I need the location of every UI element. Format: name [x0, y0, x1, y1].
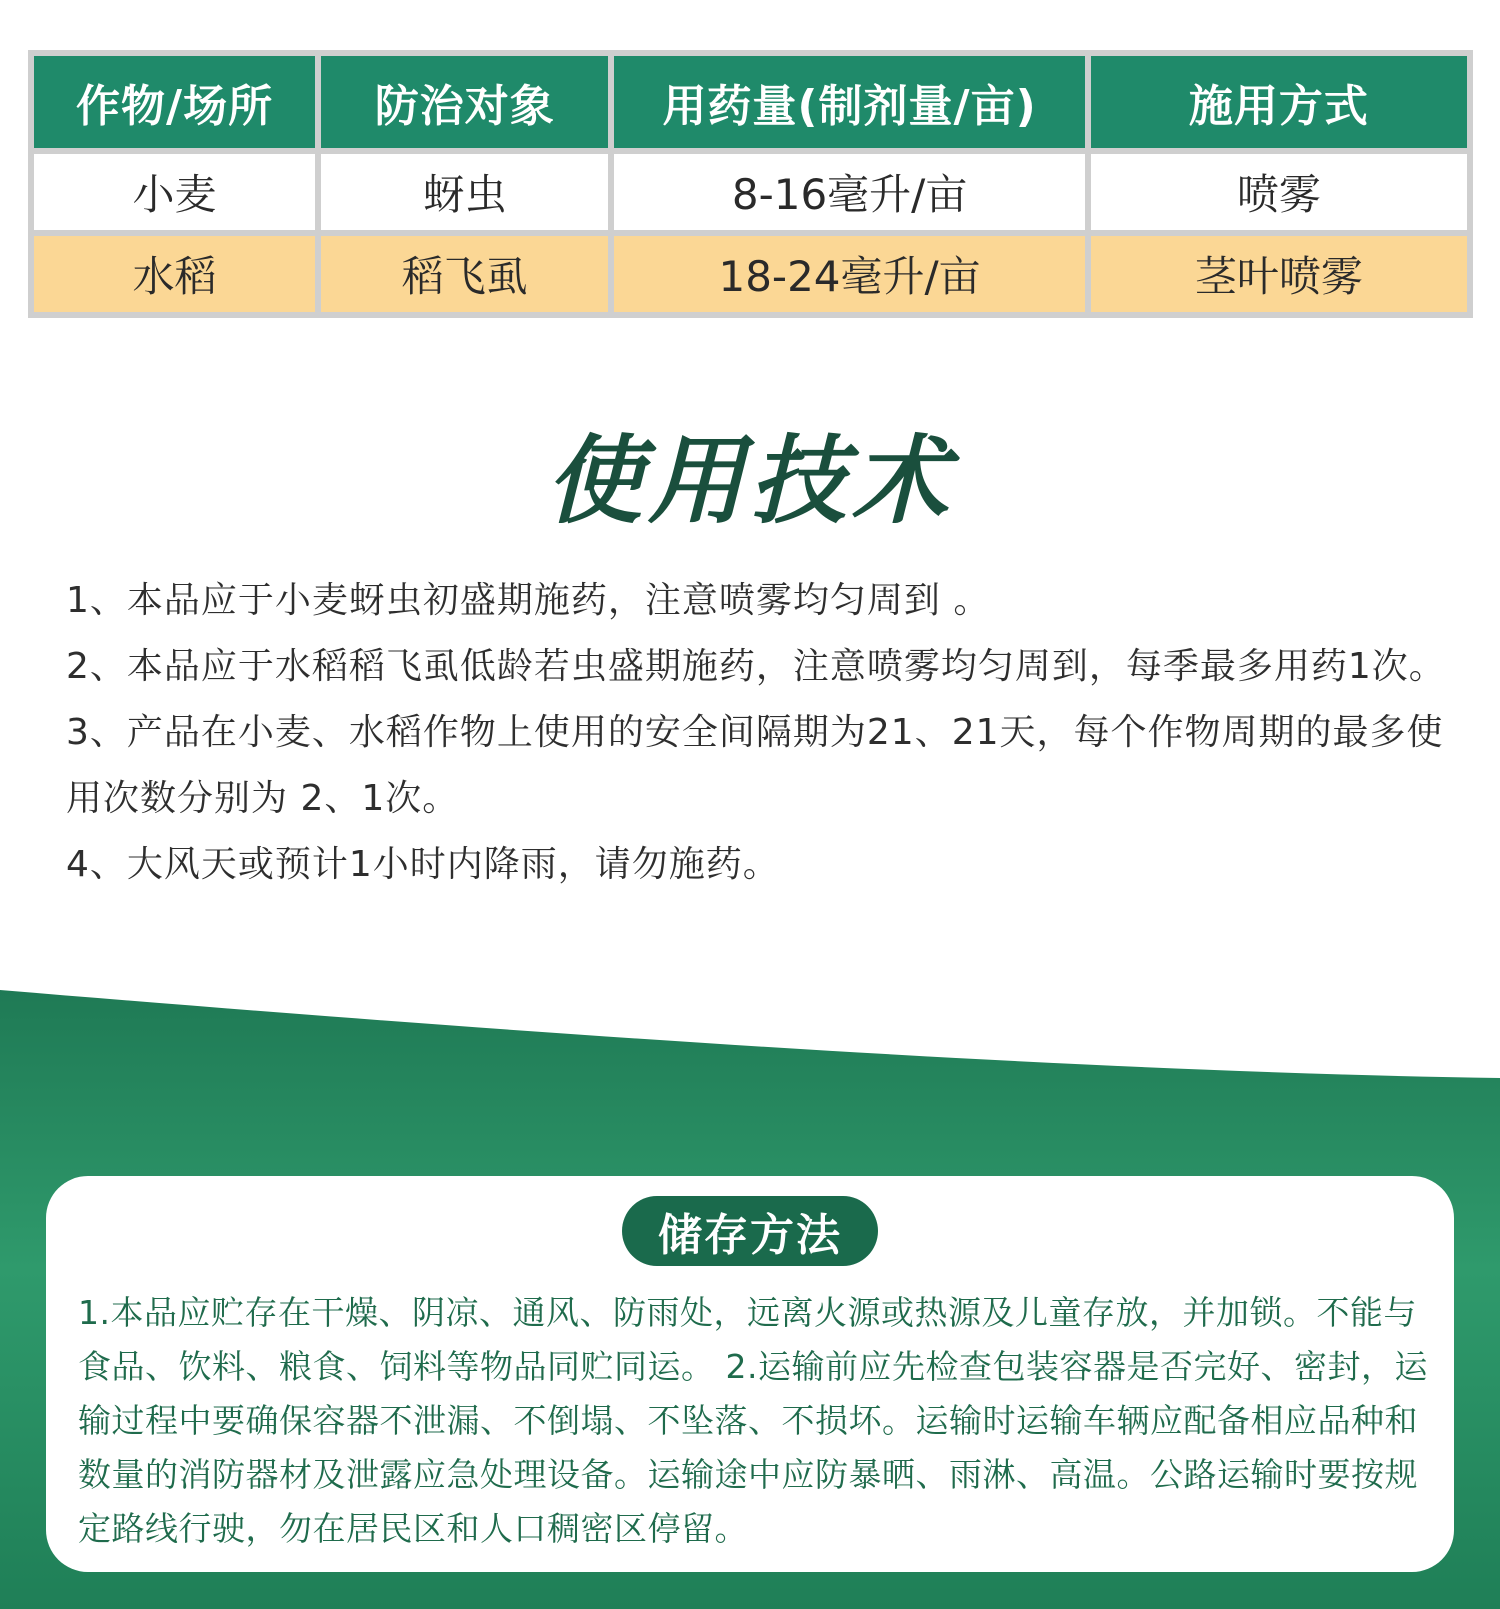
- header-dosage: 用药量(制剂量/亩): [614, 56, 1084, 148]
- table-row: [34, 154, 1467, 230]
- cell-crop: 小麦: [34, 154, 315, 230]
- header-crop: 作物/场所: [34, 56, 315, 148]
- usage-item: 1、本品应于小麦蚜虫初盛期施药，注意喷雾均匀周到 。: [66, 580, 991, 621]
- usage-item: 2、本品应于水稻稻飞虱低龄若虫盛期施药，注意喷雾均匀周到，每季最多用药1次。: [66, 646, 1446, 687]
- cell-method: 茎叶喷雾: [1091, 236, 1467, 312]
- header-target: 防治对象: [321, 56, 608, 148]
- cell-dosage: 18-24毫升/亩: [614, 236, 1084, 312]
- cell-crop: 水稻: [34, 236, 315, 312]
- usage-heading: 使用技术: [546, 425, 954, 537]
- table-row: [34, 236, 1467, 312]
- usage-list: [66, 568, 1446, 898]
- storage-text: 1.本品应贮存在干燥、阴凉、通风、防雨处，远离火源或热源及儿童存放，并加锁。不能与食品、饮料、粮食、饲料等物品同贮同运。 2.运输前应先检查包装容器是否完好、密封，运输过程中要确保容器不泄漏、不倒塌、不坠落、不损坏。运输时运输车辆应配备相应品种和数量的消防器材及泄露应急处理设备。运输途中应防暴晒、雨淋、高温。公路运输时要按规定路线行驶，勿在居民区和人口稠密区停留。: [78, 1293, 1428, 1548]
- cell-method: 喷雾: [1091, 154, 1467, 230]
- storage-heading: 储存方法: [622, 1196, 878, 1266]
- dosage-table: [28, 50, 1473, 318]
- storage-text-block: [78, 1286, 1428, 1556]
- band-curve-decoration: [0, 980, 1500, 1100]
- cell-dosage: 8-16毫升/亩: [614, 154, 1084, 230]
- header-method: 施用方式: [1091, 56, 1467, 148]
- usage-item: 4、大风天或预计1小时内降雨，请勿施药。: [66, 844, 780, 885]
- usage-item: 3、产品在小麦、水稻作物上使用的安全间隔期为21、21天，每个作物周期的最多使用次数分别为 2、1次。: [66, 712, 1444, 819]
- table-header-row: [34, 56, 1467, 148]
- cell-target: 稻飞虱: [321, 236, 608, 312]
- cell-target: 蚜虫: [321, 154, 608, 230]
